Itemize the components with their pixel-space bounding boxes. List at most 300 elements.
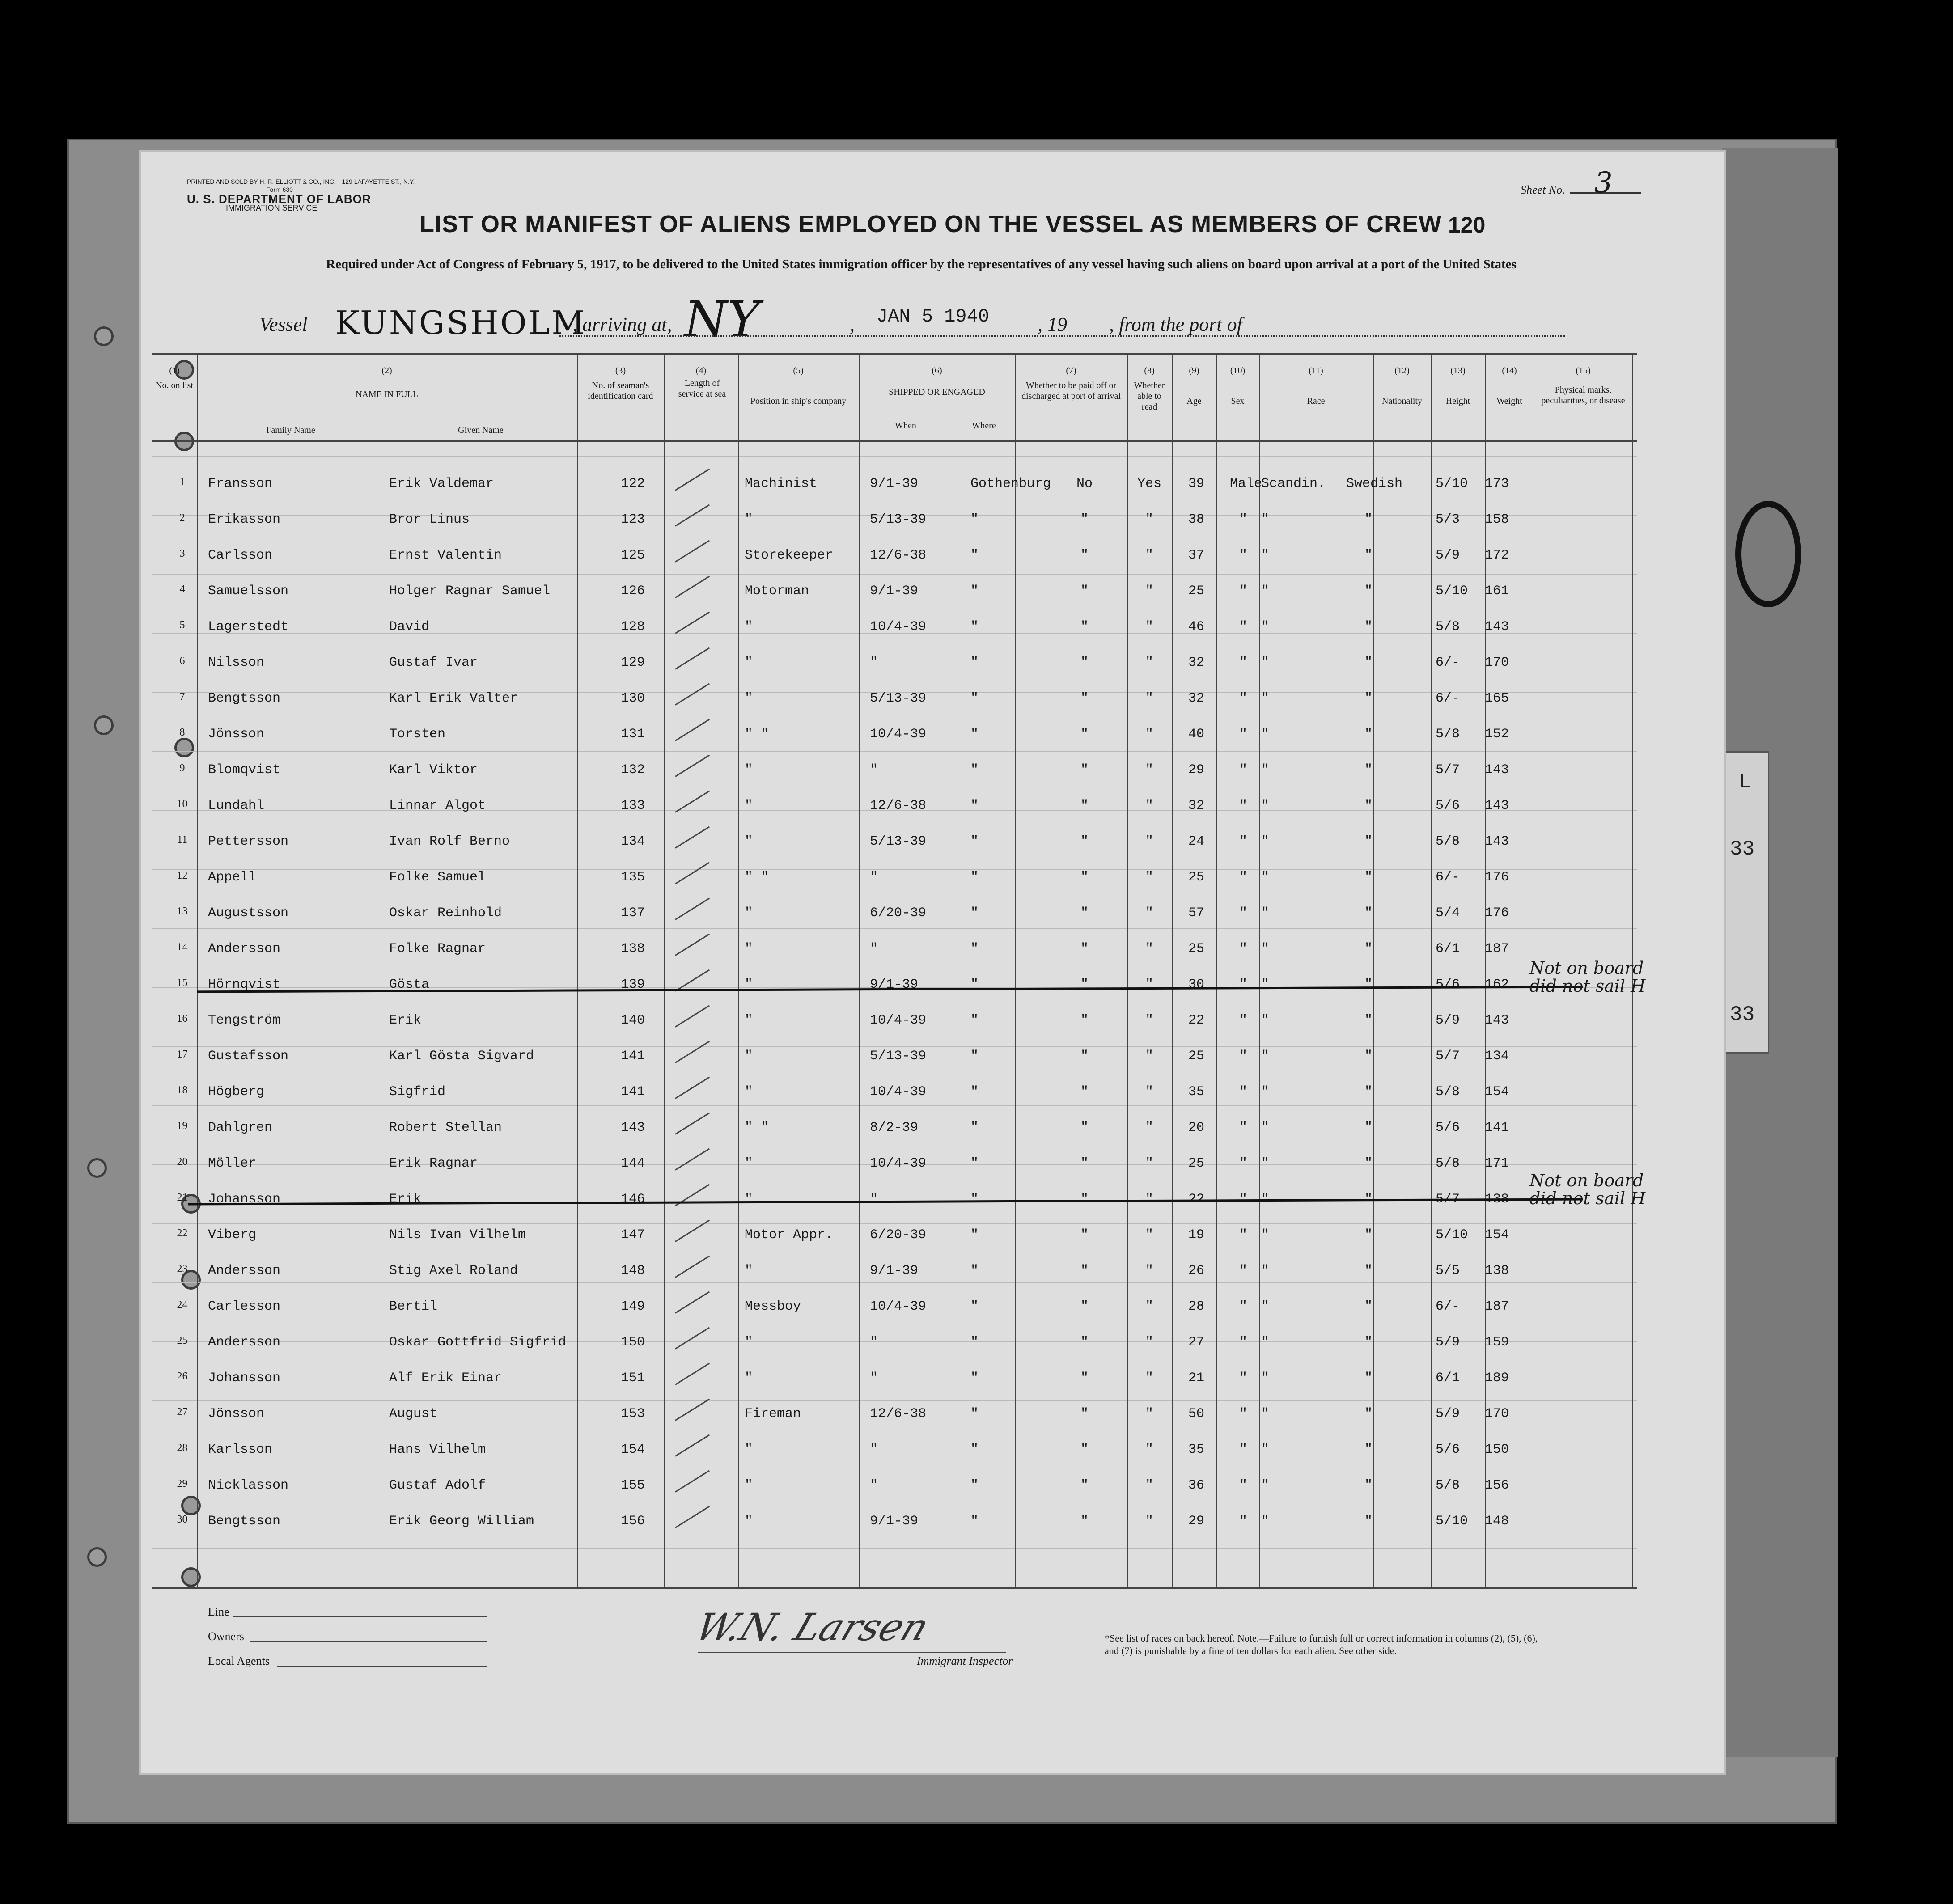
cell-nation: ": [1364, 1156, 1373, 1171]
cell-race: ": [1261, 762, 1270, 778]
cell-paid: ": [1080, 655, 1089, 670]
cell-age: 30: [1188, 977, 1204, 992]
cell-sex: ": [1239, 1156, 1247, 1171]
cell-age: 25: [1188, 1156, 1204, 1171]
cell-nation: ": [1364, 1514, 1373, 1529]
cell-weight: 154: [1485, 1084, 1509, 1100]
cell-position: Machinist: [745, 476, 818, 491]
cell-where: ": [970, 1192, 979, 1207]
ruled-line: [152, 928, 1637, 929]
cell-read: ": [1145, 762, 1153, 778]
cell-card: 129: [620, 655, 645, 670]
cell-height: 5/6: [1436, 1120, 1460, 1135]
service-tick-mark: [675, 612, 710, 634]
service-tick-mark: [675, 862, 710, 884]
cell-age: 37: [1188, 548, 1204, 563]
col-divider: [1172, 353, 1173, 1587]
cell-nation: ": [1364, 977, 1373, 992]
cell-position: ": [745, 512, 753, 527]
cell-weight: 152: [1485, 727, 1509, 742]
col12-header: Nationality: [1382, 396, 1422, 406]
cell-read: ": [1145, 1263, 1153, 1278]
cell-paid: ": [1080, 941, 1089, 956]
cell-given: Torsten: [389, 727, 446, 742]
cell-num: 19: [177, 1120, 188, 1132]
when-header: When: [895, 421, 916, 431]
cell-race: ": [1261, 1120, 1270, 1135]
cell-family: Johansson: [208, 1192, 281, 1207]
cell-nation: ": [1364, 1299, 1373, 1314]
cell-family: Nicklasson: [208, 1478, 289, 1493]
cell-card: 146: [620, 1192, 645, 1207]
cell-weight: 187: [1485, 1299, 1509, 1314]
cell-nation: ": [1364, 834, 1373, 849]
cell-read: ": [1145, 1120, 1153, 1135]
cell-given: Linnar Algot: [389, 798, 486, 813]
cell-age: 22: [1188, 1192, 1204, 1207]
cell-when: 10/4-39: [870, 1084, 927, 1100]
cell-card: 132: [620, 762, 645, 778]
cell-height: 6/-: [1436, 655, 1460, 670]
cell-position: Motor Appr.: [745, 1227, 834, 1243]
cell-sex: ": [1239, 1335, 1247, 1350]
cell-position: ": [745, 655, 753, 670]
cell-num: 12: [177, 870, 188, 881]
cell-position: ": [745, 1013, 753, 1028]
cell-num: 17: [177, 1049, 188, 1060]
cell-family: Lagerstedt: [208, 619, 289, 635]
cell-height: 5/8: [1436, 727, 1460, 742]
cell-height: 5/4: [1436, 905, 1460, 921]
cell-position: ": [745, 1478, 753, 1493]
cell-weight: 138: [1485, 1192, 1509, 1207]
cell-sex: ": [1239, 584, 1247, 599]
cell-when: 9/1-39: [870, 1514, 919, 1529]
cell-when: 12/6-38: [870, 1406, 927, 1422]
cell-num: 14: [177, 941, 188, 953]
cell-card: 140: [620, 1013, 645, 1028]
col7-number: (7): [1066, 366, 1076, 376]
cell-num: 15: [177, 977, 188, 989]
service-tick-mark: [675, 1041, 710, 1063]
cell-family: Samuelsson: [208, 584, 289, 599]
cell-where: ": [970, 1013, 979, 1028]
page-subtitle: Required under Act of Congress of February 5, 1917, to be delivered to the United States immigration officer by the representatives of any vessel having such aliens on board upon arrival at a port of the United States: [326, 257, 1517, 271]
cell-position: ": [745, 619, 753, 635]
col-divider: [1015, 353, 1016, 1587]
col5-number: (5): [793, 366, 804, 376]
cell-age: 24: [1188, 834, 1204, 849]
cell-sex: ": [1239, 1478, 1247, 1493]
cell-card: 134: [620, 834, 645, 849]
cell-family: Lundahl: [208, 798, 265, 813]
cell-position: ": [745, 1263, 753, 1278]
cell-paid: ": [1080, 727, 1089, 742]
cell-height: 5/9: [1436, 548, 1460, 563]
cell-height: 5/9: [1436, 1406, 1460, 1422]
col11-header: Race: [1307, 396, 1325, 406]
cell-given: Gustaf Ivar: [389, 655, 478, 670]
cell-read: ": [1145, 905, 1153, 921]
cell-height: 5/6: [1436, 798, 1460, 813]
cell-weight: 143: [1485, 798, 1509, 813]
cell-read: ": [1145, 1227, 1153, 1243]
cell-nation: ": [1364, 584, 1373, 599]
cell-age: 39: [1188, 476, 1204, 491]
cell-weight: 176: [1485, 870, 1509, 885]
cell-num: 22: [177, 1227, 188, 1239]
cell-read: ": [1145, 655, 1153, 670]
cell-age: 27: [1188, 1335, 1204, 1350]
cell-nation: ": [1364, 1406, 1373, 1422]
cell-weight: 171: [1485, 1156, 1509, 1171]
cell-given: Erik: [389, 1013, 422, 1028]
cell-given: Robert Stellan: [389, 1120, 502, 1135]
col-divider: [577, 353, 578, 1587]
cell-card: 126: [620, 584, 645, 599]
cell-given: Erik Valdemar: [389, 476, 494, 491]
col-divider: [197, 353, 198, 1587]
cell-given: Folke Samuel: [389, 870, 486, 885]
cell-paid: ": [1080, 1156, 1089, 1171]
cell-race: ": [1261, 1406, 1270, 1422]
cell-num: 24: [177, 1299, 188, 1311]
col-divider: [1216, 353, 1217, 1587]
cell-weight: 170: [1485, 655, 1509, 670]
cell-paid: ": [1080, 762, 1089, 778]
cell-height: 5/8: [1436, 1084, 1460, 1100]
col12-number: (12): [1394, 366, 1410, 376]
service-tick-mark: [675, 934, 710, 956]
col-divider: [1485, 353, 1486, 1587]
cell-weight: 172: [1485, 548, 1509, 563]
cell-position: ": [745, 762, 753, 778]
cell-num: 3: [179, 548, 185, 559]
col15-number: (15): [1576, 366, 1591, 376]
cell-when: ": [870, 1442, 878, 1457]
cell-paid: ": [1080, 1013, 1089, 1028]
cell-num: 21: [177, 1192, 188, 1203]
cell-weight: 150: [1485, 1442, 1509, 1457]
ruled-line: [152, 456, 1637, 457]
cell-position: ": [745, 1192, 753, 1207]
cell-num: 16: [177, 1013, 188, 1024]
cell-paid: ": [1080, 619, 1089, 635]
tab-number: 33: [1730, 838, 1755, 861]
printer-line: PRINTED AND SOLD BY H. R. ELLIOTT & CO., INC.—129 LAFAYETTE ST., N.Y.: [187, 178, 415, 185]
cell-weight: 173: [1485, 476, 1509, 491]
col4-number: (4): [695, 366, 707, 376]
cell-nation: Swedish: [1346, 476, 1403, 491]
cell-num: 29: [177, 1478, 188, 1489]
cell-race: ": [1261, 512, 1270, 527]
cell-weight: 143: [1485, 762, 1509, 778]
col2-header: NAME IN FULL: [356, 389, 418, 399]
col10-number: (10): [1230, 366, 1246, 376]
cell-nation: ": [1364, 941, 1373, 956]
line-fill: [233, 1616, 487, 1617]
cell-nation: ": [1364, 619, 1373, 635]
cell-height: 6/-: [1436, 1299, 1460, 1314]
col14-number: (14): [1502, 366, 1517, 376]
cell-sex: ": [1239, 762, 1247, 778]
cell-family: Appell: [208, 870, 257, 885]
cell-race: ": [1261, 798, 1270, 813]
cell-paid: ": [1080, 584, 1089, 599]
cell-race: ": [1261, 1263, 1270, 1278]
cell-given: Ivan Rolf Berno: [389, 834, 510, 849]
cell-race: ": [1261, 905, 1270, 921]
cell-read: ": [1145, 941, 1153, 956]
cell-height: 5/8: [1436, 1156, 1460, 1171]
cell-family: Fransson: [208, 476, 273, 491]
year-label: , 19: [1038, 313, 1067, 335]
cell-race: ": [1261, 1084, 1270, 1100]
cell-age: 29: [1188, 1514, 1204, 1529]
cell-weight: 143: [1485, 619, 1509, 635]
cell-race: ": [1261, 1192, 1270, 1207]
cell-position: Messboy: [745, 1299, 801, 1314]
cell-given: Erik: [389, 1192, 422, 1207]
cell-height: 6/1: [1436, 941, 1460, 956]
cell-nation: ": [1364, 762, 1373, 778]
cell-weight: 141: [1485, 1120, 1509, 1135]
cell-age: 35: [1188, 1084, 1204, 1100]
cell-weight: 148: [1485, 1514, 1509, 1529]
cell-height: 5/10: [1436, 476, 1468, 491]
cell-race: ": [1261, 941, 1270, 956]
cell-height: 5/8: [1436, 1478, 1460, 1493]
cell-race: ": [1261, 1371, 1270, 1386]
cell-sex: ": [1239, 977, 1247, 992]
service-tick-mark: [675, 898, 710, 920]
cell-position: ": [745, 1049, 753, 1064]
service-tick-mark: [675, 1327, 710, 1350]
service-tick-mark: [675, 719, 710, 741]
signature-line: [698, 1652, 1006, 1653]
cell-when: ": [870, 1478, 878, 1493]
cell-where: ": [970, 905, 979, 921]
cell-position: ": [745, 1335, 753, 1350]
col15-header: Physical marks, peculiarities, or disease: [1541, 385, 1625, 406]
cell-position: " ": [745, 727, 769, 742]
cell-num: 25: [177, 1335, 188, 1346]
service-tick-mark: [675, 469, 710, 491]
tab-letter: L: [1739, 770, 1751, 794]
cell-position: ": [745, 1442, 753, 1457]
cell-where: ": [970, 834, 979, 849]
cell-when: ": [870, 1335, 878, 1350]
cell-family: Andersson: [208, 1263, 281, 1278]
cell-sex: ": [1239, 1227, 1247, 1243]
vessel-fill-line: [559, 335, 1565, 337]
service-tick-mark: [675, 826, 710, 849]
cell-read: ": [1145, 1084, 1153, 1100]
cell-where: ": [970, 1263, 979, 1278]
cell-race: Scandin.: [1261, 476, 1326, 491]
cell-when: ": [870, 870, 878, 885]
cell-age: 25: [1188, 870, 1204, 885]
cell-num: 9: [179, 762, 185, 774]
service-name: IMMIGRATION SERVICE: [226, 203, 318, 212]
cell-height: 5/10: [1436, 584, 1468, 599]
family-name-header: Family Name: [266, 425, 315, 435]
service-tick-mark: [675, 755, 710, 777]
cell-where: ": [970, 1478, 979, 1493]
cell-sex: ": [1239, 1371, 1247, 1386]
cell-nation: ": [1364, 1013, 1373, 1028]
cell-nation: ": [1364, 1049, 1373, 1064]
cell-family: Jönsson: [208, 1406, 265, 1422]
cell-sex: ": [1239, 1013, 1247, 1028]
cell-where: ": [970, 619, 979, 635]
cell-card: 153: [620, 1406, 645, 1422]
cell-read: ": [1145, 691, 1153, 706]
cell-where: ": [970, 512, 979, 527]
col-divider: [664, 353, 665, 1587]
agents-label: Local Agents: [208, 1654, 270, 1667]
col-divider: [738, 353, 739, 1587]
col-divider: [1259, 353, 1260, 1587]
cell-card: 141: [620, 1049, 645, 1064]
cell-given: Ernst Valentin: [389, 548, 502, 563]
cell-given: Bertil: [389, 1299, 438, 1314]
vessel-label: Vessel: [259, 313, 308, 335]
binder-hole: [94, 715, 114, 735]
ruled-line: [152, 1105, 1637, 1106]
cell-family: Bengtsson: [208, 691, 281, 706]
cell-read: ": [1145, 870, 1153, 885]
cell-position: ": [745, 798, 753, 813]
col-divider: [1127, 353, 1128, 1587]
cell-position: ": [745, 905, 753, 921]
cell-weight: 158: [1485, 512, 1509, 527]
cell-where: ": [970, 762, 979, 778]
cell-where: ": [970, 1299, 979, 1314]
cell-given: Bror Linus: [389, 512, 470, 527]
cell-where: ": [970, 655, 979, 670]
cell-num: 11: [177, 834, 188, 846]
cell-paid: ": [1080, 691, 1089, 706]
cell-when: ": [870, 762, 878, 778]
cell-paid: ": [1080, 905, 1089, 921]
cell-family: Johansson: [208, 1371, 281, 1386]
col1-number: (1): [169, 366, 180, 376]
cell-paid: ": [1080, 1299, 1089, 1314]
cell-height: 5/10: [1436, 1227, 1468, 1243]
cell-read: Yes: [1137, 476, 1161, 491]
cell-position: ": [745, 1514, 753, 1529]
cell-given: Holger Ragnar Samuel: [389, 584, 551, 599]
cell-read: ": [1145, 548, 1153, 563]
cell-when: 9/1-39: [870, 584, 919, 599]
cell-when: 5/13-39: [870, 834, 927, 849]
page-title: LIST OR MANIFEST OF ALIENS EMPLOYED ON THE VESSEL AS MEMBERS OF CREW: [419, 211, 1442, 237]
ruled-line: [152, 1046, 1637, 1047]
cell-card: 139: [620, 977, 645, 992]
cell-family: Hörnqvist: [208, 977, 281, 992]
col3-header: No. of seaman's identification card: [588, 381, 653, 401]
cell-paid: ": [1080, 977, 1089, 992]
cell-family: Gustafsson: [208, 1049, 289, 1064]
cell-paid: ": [1080, 1227, 1089, 1243]
cell-race: ": [1261, 1478, 1270, 1493]
cell-weight: 143: [1485, 1013, 1509, 1028]
col14-header: Weight: [1496, 396, 1522, 406]
ruled-line: [152, 574, 1637, 575]
cell-race: ": [1261, 619, 1270, 635]
cell-age: 50: [1188, 1406, 1204, 1422]
col5-header: Position in ship's company: [750, 396, 847, 406]
arriving-label: , arriving at,: [572, 313, 672, 335]
col-divider: [1431, 353, 1432, 1587]
cell-given: Erik Georg William: [389, 1514, 534, 1529]
cell-when: 6/20-39: [870, 905, 927, 921]
cell-position: ": [745, 1371, 753, 1386]
cell-nation: ": [1364, 1120, 1373, 1135]
cell-read: ": [1145, 727, 1153, 742]
cell-read: ": [1145, 1299, 1153, 1314]
service-tick-mark: [675, 969, 710, 992]
col-divider: [859, 353, 860, 1587]
cell-card: 135: [620, 870, 645, 885]
cell-race: ": [1261, 584, 1270, 599]
cell-family: Pettersson: [208, 834, 289, 849]
cell-sex: ": [1239, 1406, 1247, 1422]
col13-number: (13): [1450, 366, 1466, 376]
cell-when: 10/4-39: [870, 1013, 927, 1028]
cell-when: 8/2-39: [870, 1120, 919, 1135]
cell-paid: ": [1080, 1478, 1089, 1493]
index-tab: [1722, 751, 1769, 1054]
cell-when: 5/13-39: [870, 1049, 927, 1064]
cell-num: 1: [179, 476, 185, 488]
cell-given: Gösta: [389, 977, 430, 992]
cell-sex: ": [1239, 512, 1247, 527]
table-bottom-rule: [152, 1587, 1637, 1589]
col3-number: (3): [615, 366, 626, 376]
cell-when: 5/13-39: [870, 691, 927, 706]
cell-sex: ": [1239, 905, 1247, 921]
cell-read: ": [1145, 1335, 1153, 1350]
ruled-line: [152, 751, 1637, 752]
cell-given: Sigfrid: [389, 1084, 446, 1100]
form-number: Form 630: [266, 186, 293, 193]
cell-card: 150: [620, 1335, 645, 1350]
cell-given: Erik Ragnar: [389, 1156, 478, 1171]
cell-paid: ": [1080, 1335, 1089, 1350]
cell-where: ": [970, 548, 979, 563]
col10-header: Sex: [1231, 396, 1245, 406]
cell-weight: 134: [1485, 1049, 1509, 1064]
col8-number: (8): [1144, 366, 1155, 376]
cell-nation: ": [1364, 1371, 1373, 1386]
cell-race: ": [1261, 691, 1270, 706]
cell-nation: ": [1364, 1192, 1373, 1207]
cell-family: Andersson: [208, 1335, 281, 1350]
cell-where: ": [970, 691, 979, 706]
cell-race: ": [1261, 1335, 1270, 1350]
cell-race: ": [1261, 870, 1270, 885]
col9-number: (9): [1189, 366, 1199, 376]
cell-card: 149: [620, 1299, 645, 1314]
cell-weight: 162: [1485, 977, 1509, 992]
cell-given: Karl Erik Valter: [389, 691, 518, 706]
date-stamp: JAN 5 1940: [877, 306, 990, 327]
cell-nation: ": [1364, 655, 1373, 670]
comma: ,: [850, 313, 855, 335]
cell-family: Augustsson: [208, 905, 289, 921]
